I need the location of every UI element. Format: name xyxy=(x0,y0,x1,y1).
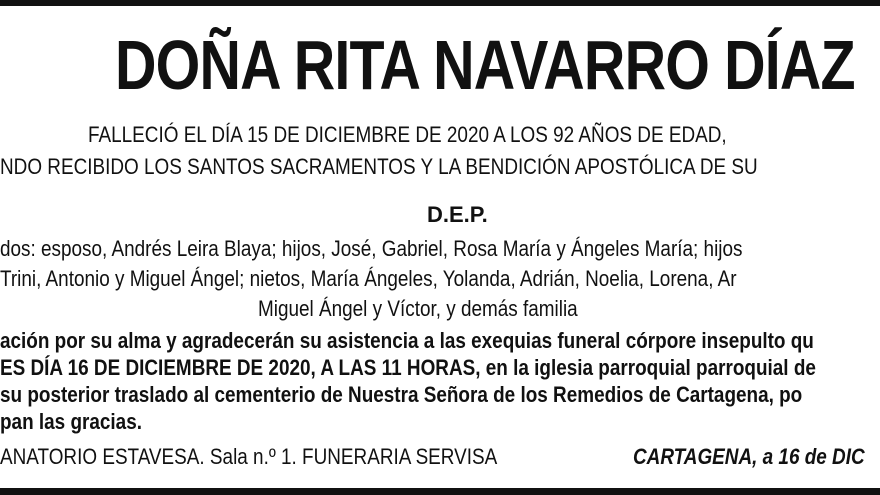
service-location: en la iglesia parroquial parroquial de xyxy=(480,355,816,380)
death-announcement-line-2: NDO RECIBIDO LOS SANTOS SACRAMENTOS Y LA BENDICIÓN APOSTÓLICA DE SU xyxy=(0,154,758,179)
request-line-1: ación por su alma y agradecerán su asistencia a las exequias funeral córpore insepulto qu xyxy=(0,328,814,353)
bottom-border xyxy=(0,488,880,495)
family-line-3: Miguel Ángel y Víctor, y demás familia xyxy=(258,296,578,321)
request-line-4: pan las gracias. xyxy=(0,409,142,434)
deceased-name: DOÑA RITA NAVARRO DÍAZ xyxy=(115,26,855,104)
request-line-3: su posterior traslado al cementerio de Nuestra Señora de los Remedios de Cartagena, po xyxy=(0,382,803,407)
funeral-home: ANATORIO ESTAVESA. Sala n.º 1. FUNERARIA SERVISA xyxy=(0,444,498,469)
request-line-2 xyxy=(0,357,816,379)
place-date: CARTAGENA, a 16 de DIC xyxy=(633,444,865,469)
top-border xyxy=(0,0,880,6)
family-line-1: dos: esposo, Andrés Leira Blaya; hijos, José, Gabriel, Rosa María y Ángeles María; hijos xyxy=(0,236,743,261)
service-datetime: ES DÍA 16 DE DICIEMBRE DE 2020, A LAS 11 HORAS, xyxy=(0,355,481,380)
rest-in-peace: D.E.P. xyxy=(427,202,488,227)
family-line-2: Trini, Antonio y Miguel Ángel; nietos, María Ángeles, Yolanda, Adrián, Noelia, Lorena, Ar xyxy=(0,266,737,291)
death-announcement-line-1: FALLECIÓ EL DÍA 15 DE DICIEMBRE DE 2020 A LOS 92 AÑOS DE EDAD, xyxy=(88,122,727,147)
